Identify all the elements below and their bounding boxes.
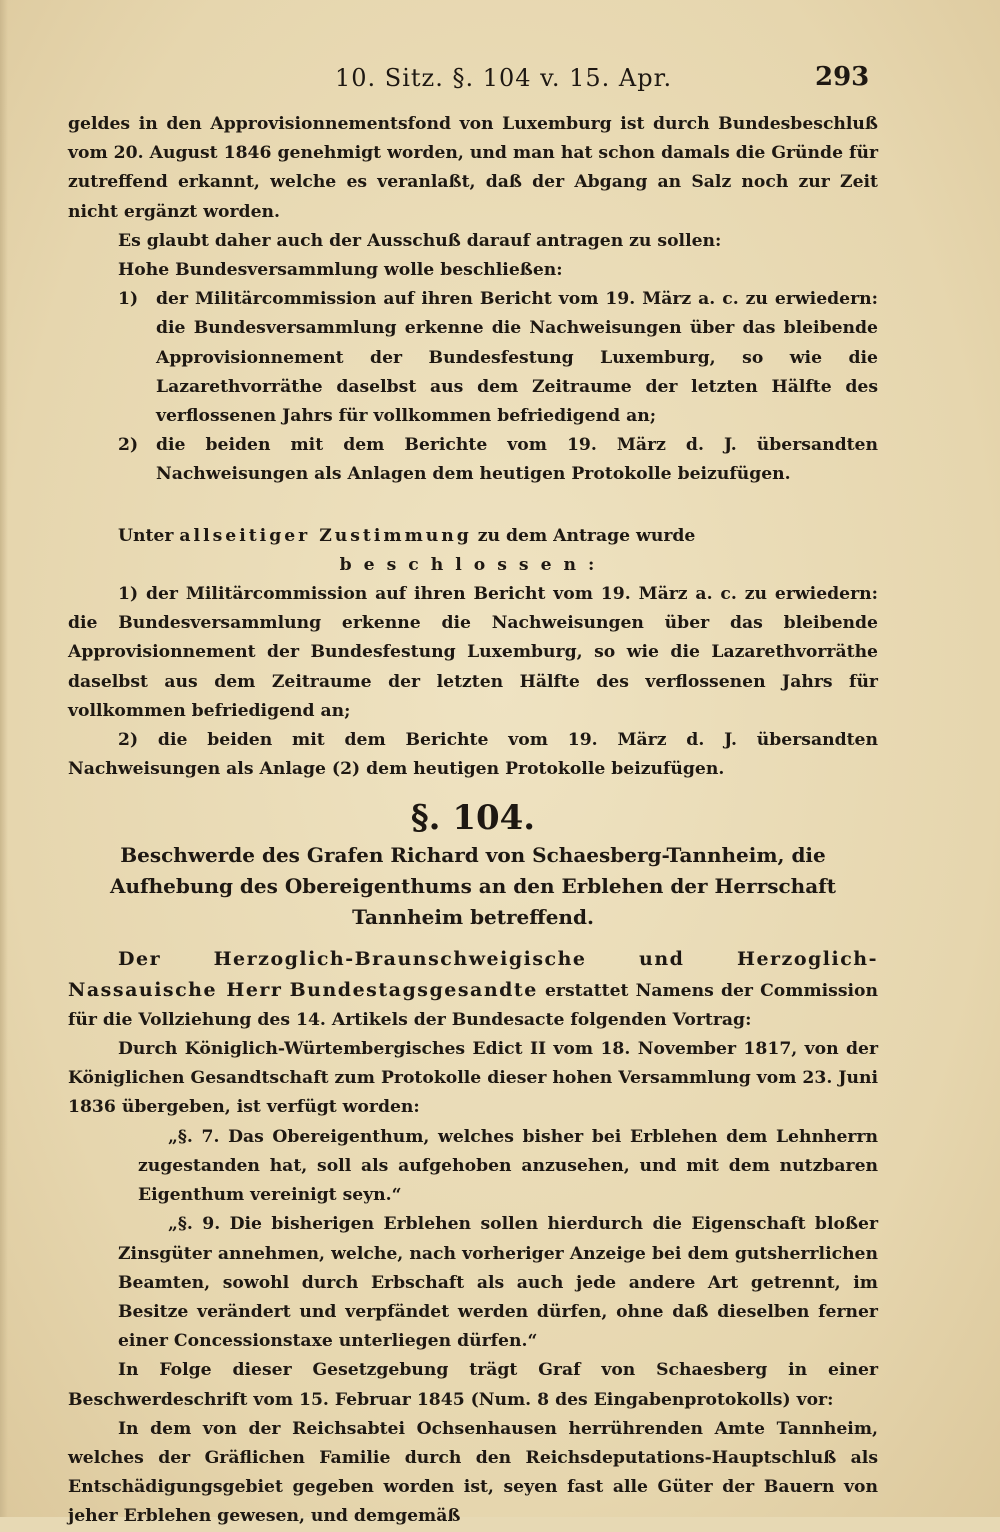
page-header bbox=[0, 62, 1000, 102]
proposal-number-2: 2) bbox=[118, 435, 139, 456]
proposal-text-2: die beiden mit dem Berichte vom 19. März d. J. übersandten Nachweisungen als Anlagen dem heutigen Protokolle beizufügen. bbox=[156, 435, 878, 485]
proposal-text-1: der Militärcommission auf ihren Bericht vom 19. März a. c. zu erwiedern: die Bundesversammlung erkenne die Nachweisungen über das bleibende Approvisionnement der Bundesfestung Luxemburg, so wie die Lazarethvorräthe daselbst aus dem Zeitraume der letzten Hälfte des verflossenen Jahrs für vollkommen befriedigend an; bbox=[156, 289, 878, 427]
speaker-paragraph bbox=[68, 945, 878, 1035]
resolution-item-2: 2) die beiden mit dem Berichte vom 19. März d. J. übersandten Nachweisungen als Anlage (2) dem heutigen Protokolle beizufügen. bbox=[68, 730, 878, 780]
consent-line bbox=[68, 522, 878, 551]
paragraph-edict: Durch Königlich-Würtembergisches Edict II vom 18. November 1817, von der Königlichen Gesandtschaft zum Protokolle dieser hohen Versammlung vom 23. Juni 1836 übergeben, ist verfügt worden: bbox=[68, 1039, 878, 1118]
page-edge-shadow bbox=[0, 0, 8, 1517]
body-text bbox=[68, 110, 878, 1532]
section-heading: Beschwerde des Grafen Richard von Schaesberg-Tannheim, die Aufhebung des Obereigenthums an den Erblehen der Herrschaft Tannheim betreffend. bbox=[109, 843, 837, 930]
paragraph-formula: Hohe Bundesversammlung wolle beschließen: bbox=[118, 260, 563, 281]
proposal-number-1: 1) bbox=[118, 289, 139, 310]
consent-pre: Unter bbox=[118, 525, 174, 546]
resolution-item-1: 1) der Militärcommission auf ihren Bericht vom 19. März a. c. zu erwiedern: die Bundesversammlung erkenne die Nachweisungen über das bleibende Approvisionnement der Bundesfestung Luxemburg, so wie die Lazarethvorräthe daselbst aus dem Zeitraume der letzten Hälfte des verflossenen Jahrs für vollkommen befriedigend an; bbox=[68, 584, 878, 721]
paragraph-committee-proposes: Es glaubt daher auch der Ausschuß darauf antragen zu sollen: bbox=[118, 230, 722, 251]
running-head: 10. Sitz. §. 104 v. 15. Apr. bbox=[335, 64, 673, 92]
speaker-title: Der Herzoglich-Braunschweigische und Herzoglich-Nassauische Herr bbox=[68, 948, 878, 1001]
proposal-item-1 bbox=[68, 285, 878, 431]
section-number: §. 104. bbox=[410, 798, 536, 839]
consent-post: zu dem Antrage wurde bbox=[477, 525, 696, 546]
paragraph-intro: geldes in den Approvisionnementsfond von Luxemburg ist durch Bundesbeschluß vom 20. August 1846 genehmigt worden, und man hat schon damals die Gründe für zutreffend erkannt, welche es veranlaßt, daß der Abgang an Salz noch zur Zeit nicht ergänzt worden. bbox=[68, 114, 878, 222]
paragraph-consequence: In Folge dieser Gesetzgebung trägt Graf von Schaesberg in einer Beschwerdeschrift vom 15. Februar 1845 (Num. 8 des Eingabenprotokolls) vor: bbox=[68, 1360, 878, 1410]
proposal-item-2 bbox=[68, 431, 878, 489]
quote-paragraph-9: „§. 9. Die bisherigen Erblehen sollen hierdurch die Eigenschaft bloßer Zinsgüter annehmen, welche, nach vorheriger Anzeige bei dem gutsherrlichen Beamten, sowohl durch Erbschaft als auch jede andere Art getrennt, im Besitze verändert und verpfändet werden dürfen, ohne daß dieselben ferner einer Concessionstaxe unterliegen dürfen.“ bbox=[118, 1214, 878, 1352]
page-number: 293 bbox=[815, 62, 870, 92]
speaker-role: Bundestagsgesandte bbox=[289, 978, 538, 1001]
consent-spaced: allseitiger Zustimmung bbox=[179, 525, 472, 546]
paragraph-final: In dem von der Reichsabtei Ochsenhausen herrührenden Amte Tannheim, welches der Gräflichen Familie durch den Reichsdeputations-Hauptschluß als Entschädigungsgebiet gegeben worden ist, seyen fast alle Güter der Bauern von jeher Erblehen gewesen, und demgemäß bbox=[68, 1418, 878, 1527]
resolved-heading: beschlossen: bbox=[339, 554, 607, 575]
speaker-rest: erstattet Namens der Commission für die Vollziehung des 14. Artikels der Bundesacte folgenden Vortrag: bbox=[68, 980, 879, 1030]
quote-paragraph-7: „§. 7. Das Obereigenthum, welches bisher bei Erblehen dem Lehnherrn zugestanden hat, soll als aufgehoben anzusehen, und mit dem nutzbaren Eigenthum vereinigt seyn.“ bbox=[138, 1126, 878, 1206]
